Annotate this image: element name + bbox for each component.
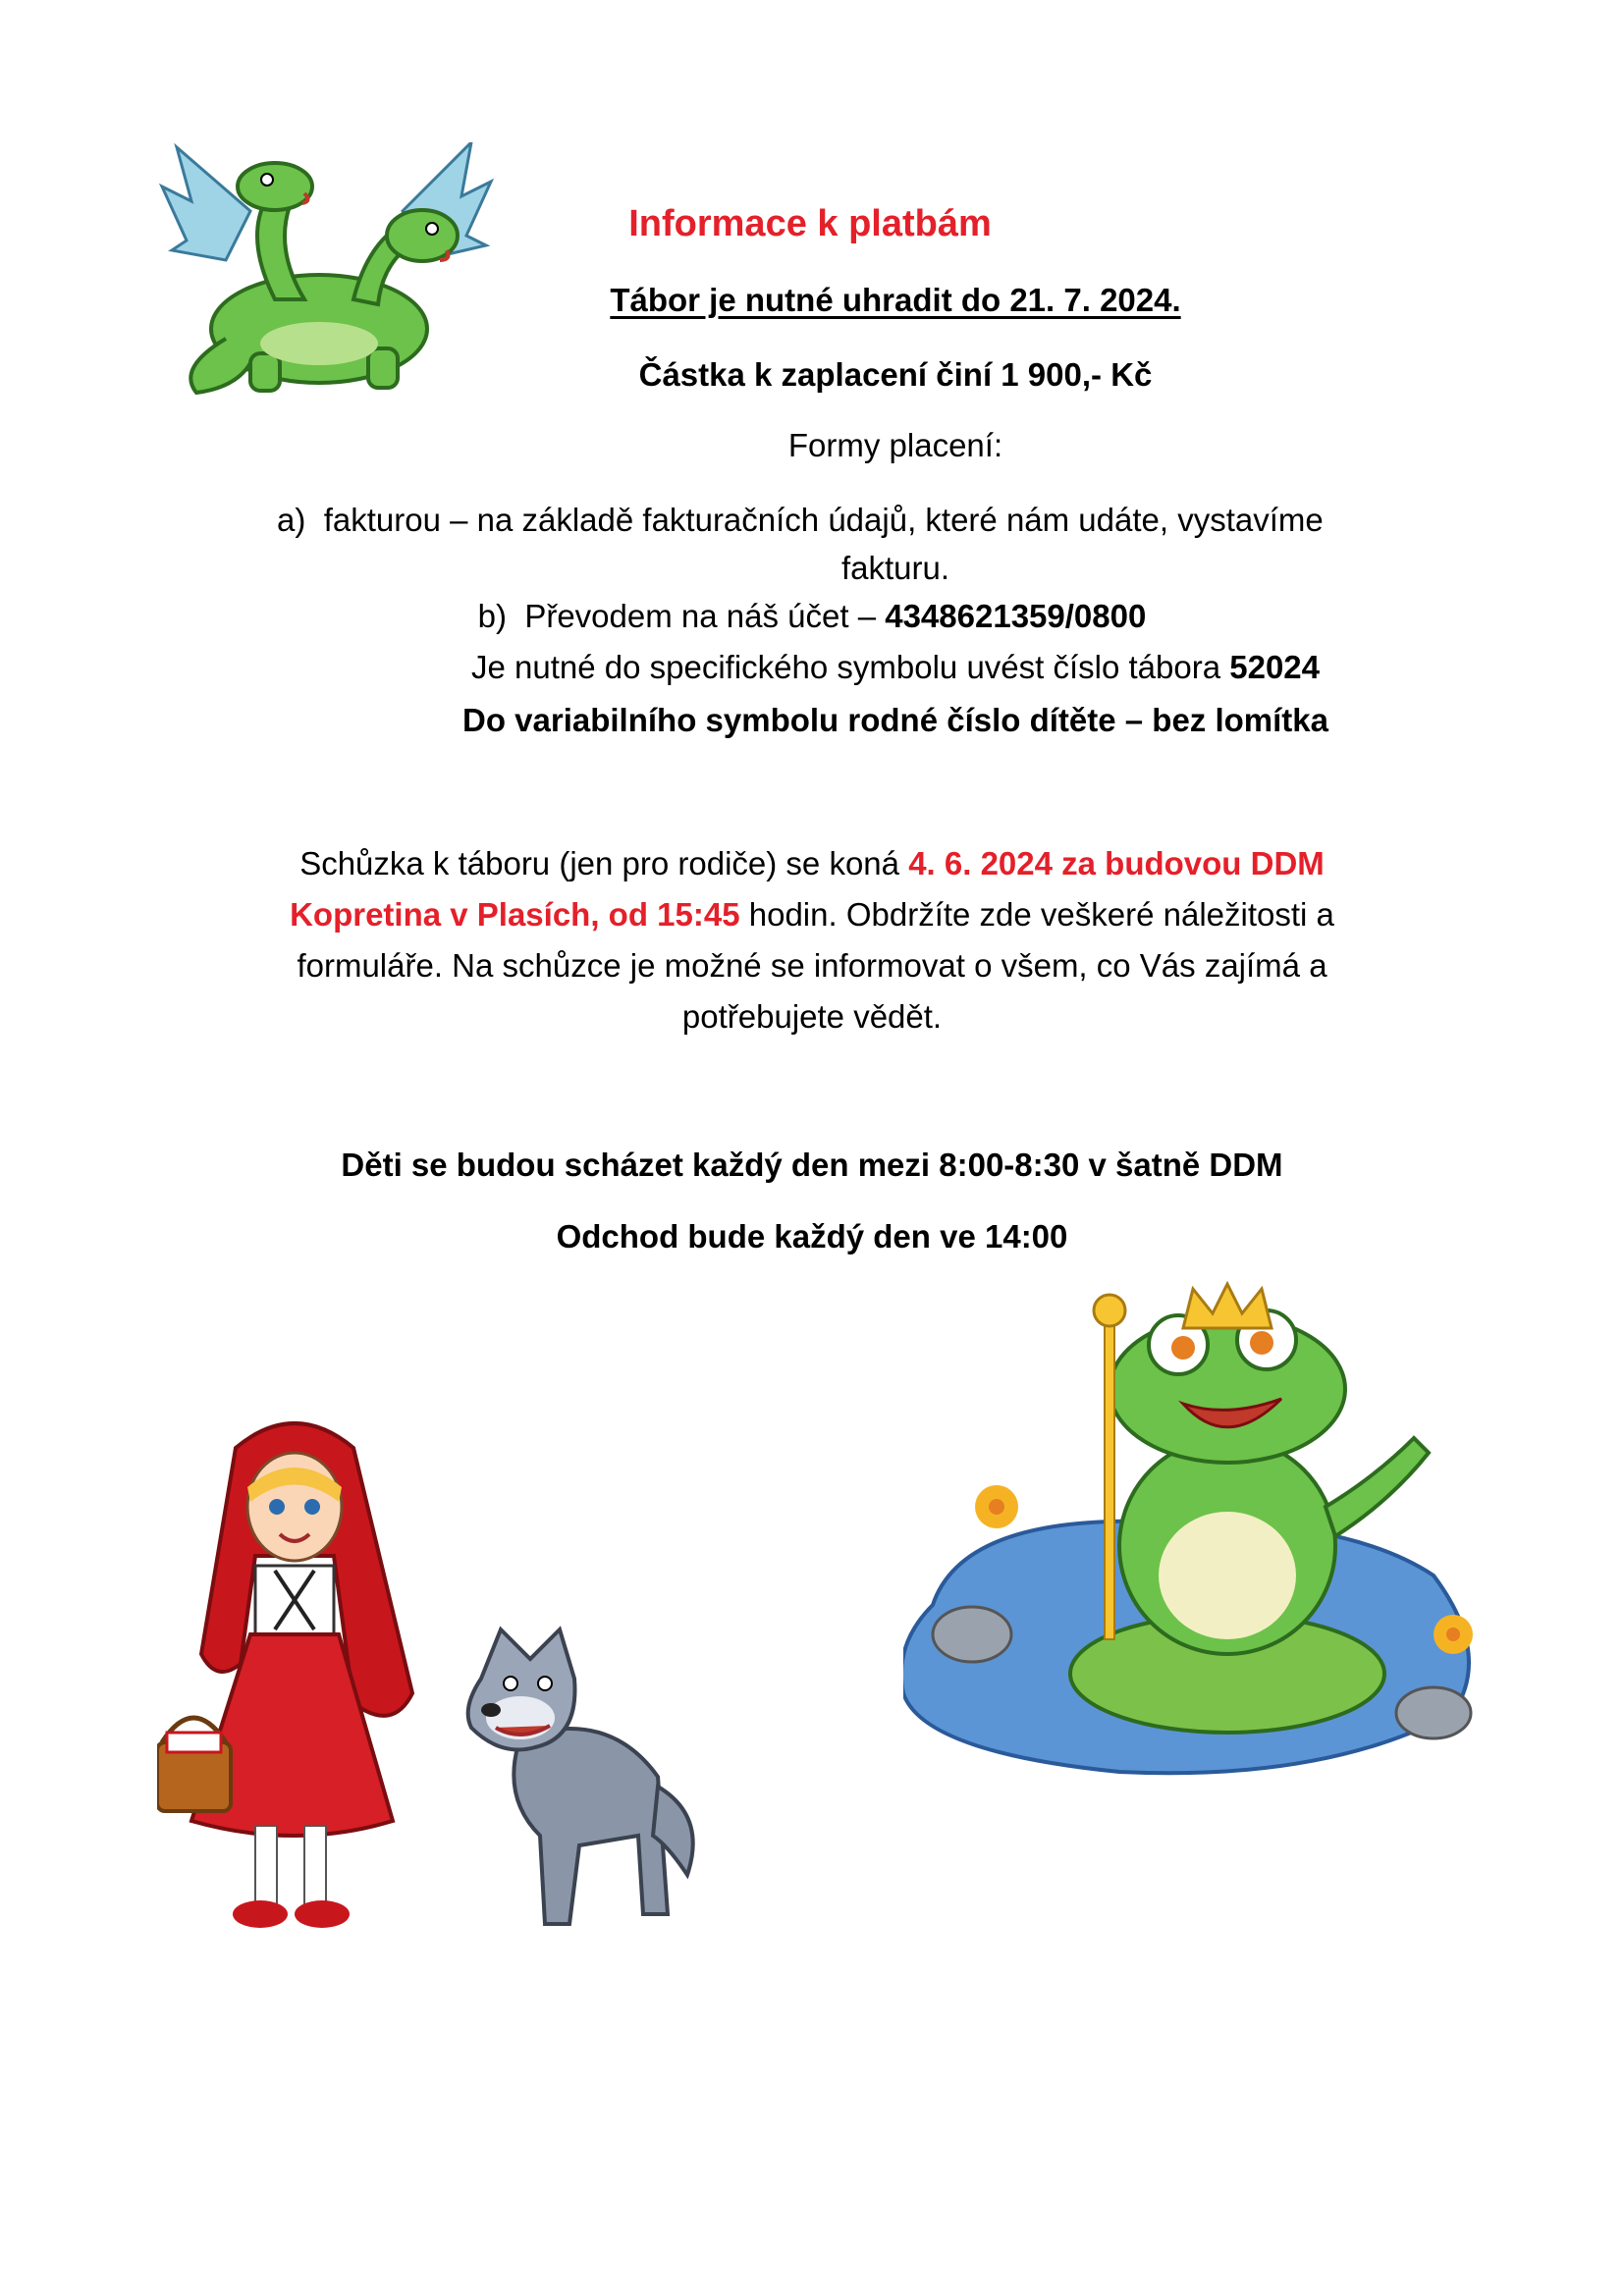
arrival-time: Děti se budou scházet každý den mezi 8:00-8:30 v šatně DDM bbox=[341, 1147, 1283, 1183]
meeting-line1 bbox=[0, 842, 1624, 885]
option-a-text: fakturou – na základě fakturačních údajů, které nám udáte, vystavíme bbox=[323, 502, 1324, 538]
payment-deadline: Tábor je nutné uhradit do 21. 7. 2024. bbox=[610, 282, 1181, 318]
meeting-line2 bbox=[0, 893, 1624, 936]
variable-symbol-note: Do variabilního symbolu rodné číslo dítěte – bez lomítka bbox=[461, 702, 1328, 738]
meeting-line4: potřebujete vědět. bbox=[681, 998, 943, 1035]
option-a-line2: fakturu. bbox=[840, 550, 950, 586]
option-b-text: Převodem na náš účet – bbox=[524, 598, 877, 634]
option-b-line bbox=[0, 595, 1624, 638]
option-a-line1 bbox=[277, 499, 1324, 542]
payment-amount: Částka k zaplacení činí 1 900,- Kč bbox=[638, 356, 1153, 393]
option-b-marker: b) bbox=[477, 598, 507, 634]
specific-symbol-value: 52024 bbox=[1229, 649, 1321, 685]
meeting-line3: formuláře. Na schůzce je možné se informovat o všem, co Vás zajímá a bbox=[297, 947, 1327, 984]
option-a-marker: a) bbox=[277, 502, 306, 538]
specific-symbol-text: Je nutné do specifického symbolu uvést číslo tábora bbox=[470, 649, 1221, 685]
frog-prince-illustration bbox=[903, 1281, 1478, 1791]
meeting-text2: hodin. Obdržíte zde veškeré náležitosti a bbox=[748, 896, 1334, 933]
meeting-place-time: Kopretina v Plasích, od 15:45 bbox=[290, 896, 740, 933]
wolf-illustration bbox=[461, 1620, 707, 1944]
bank-account-number: 4348621359/0800 bbox=[885, 598, 1147, 634]
red-riding-hood-illustration bbox=[157, 1409, 437, 1944]
specific-symbol-line bbox=[83, 646, 1624, 689]
departure-time: Odchod bude každý den ve 14:00 bbox=[556, 1218, 1068, 1255]
meeting-date-place: 4. 6. 2024 za budovou DDM bbox=[908, 845, 1325, 881]
meeting-text1: Schůzka k táboru (jen pro rodiče) se koná bbox=[299, 845, 900, 881]
payment-forms-label: Formy placení: bbox=[787, 427, 1003, 463]
page-title: Informace k platbám bbox=[628, 203, 992, 244]
